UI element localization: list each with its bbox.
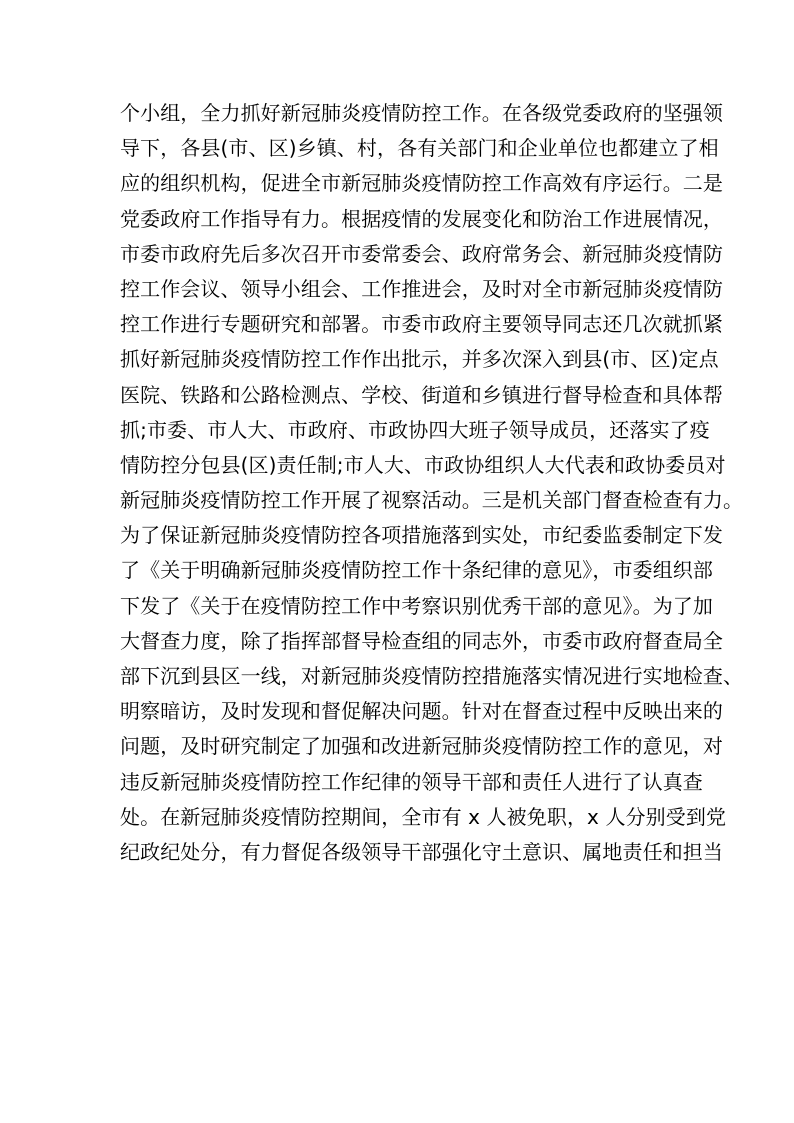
text-line: 导下，各县(市、区)乡镇、村，各有关部门和企业单位也都建立了相: [120, 136, 719, 161]
text-line: 应的组织机构，促进全市新冠肺炎疫情防控工作高效有序运行。二是: [120, 171, 723, 196]
text-line: 下发了《关于在疫情防控工作中考察识别优秀干部的意见》。为了加: [120, 593, 713, 618]
text-line: 控工作会议、领导小组会、工作推进会，及时对全市新冠肺炎疫情防: [120, 276, 723, 301]
text-line: 抓;市委、市人大、市政府、市政协四大班子领导成员，还落实了疫: [120, 417, 710, 442]
text-line: 明察暗访，及时发现和督促解决问题。针对在督查过程中反映出来的: [120, 699, 723, 724]
text-line: 部下沉到县区一线，对新冠肺炎疫情防控措施落实情况进行实地检查、: [120, 664, 744, 688]
text-line: 党委政府工作指导有力。根据疫情的发展变化和防治工作进展情况，: [120, 206, 723, 231]
text-line: 违反新冠肺炎疫情防控工作纪律的领导干部和责任人进行了认真查: [120, 769, 703, 794]
text-line: 问题，及时研究制定了加强和改进新冠肺炎疫情防控工作的意见，对: [120, 734, 723, 759]
text-line: 抓好新冠肺炎疫情防控工作作出批示，并多次深入到县(市、区)定点: [120, 347, 719, 372]
text-line: 大督查力度，除了指挥部督导检查组的同志外，市委市政府督查局全: [120, 628, 723, 653]
body-paragraph: [120, 96, 744, 870]
text-line: 纪政纪处分，有力督促各级领导干部强化守土意识、属地责任和担当: [120, 839, 723, 864]
text-line: 为了保证新冠肺炎疫情防控各项措施落到实处，市纪委监委制定下发: [120, 523, 723, 548]
text-line: 市委市政府先后多次召开市委常委会、政府常务会、新冠肺炎疫情防: [120, 241, 723, 266]
text-line: 医院、铁路和公路检测点、学校、街道和乡镇进行督导检查和具体帮: [120, 382, 723, 407]
text-line: 新冠肺炎疫情防控工作开展了视察活动。三是机关部门督查检查有力。: [120, 488, 744, 513]
text-line: 处。在新冠肺炎疫情防控期间，全市有 x 人被免职，x 人分别受到党: [120, 804, 727, 829]
text-line: 了《关于明确新冠肺炎疫情防控工作十条纪律的意见》，市委组织部: [120, 558, 713, 583]
text-line: 情防控分包县(区)责任制;市人大、市政协组织人大代表和政协委员对: [120, 452, 726, 477]
text-line: 控工作进行专题研究和部署。市委市政府主要领导同志还几次就抓紧: [120, 312, 723, 337]
text-line: 个小组，全力抓好新冠肺炎疫情防控工作。在各级党委政府的坚强领: [120, 101, 723, 125]
